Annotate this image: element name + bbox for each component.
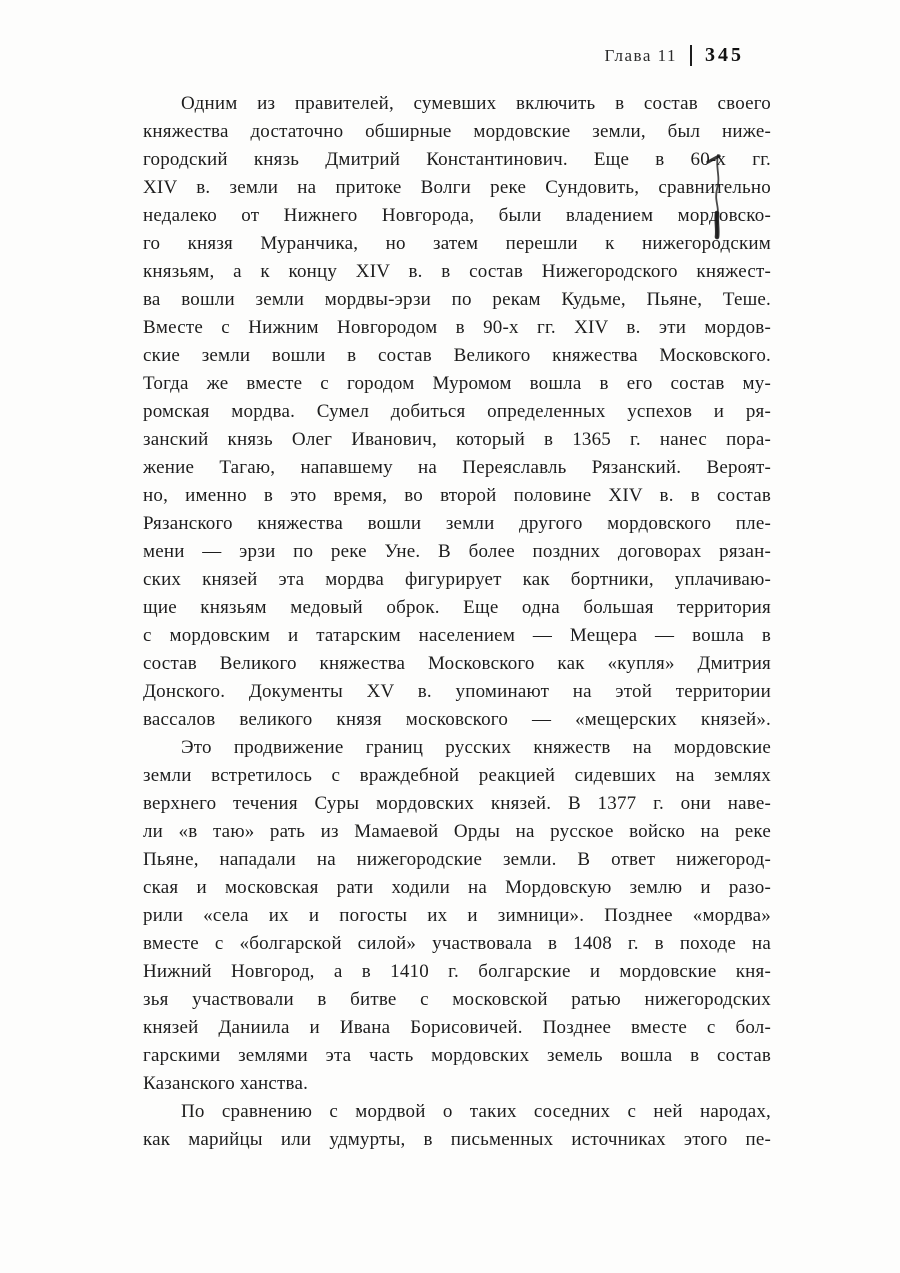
text-line: Казанского ханства. (143, 1073, 309, 1094)
paragraph (143, 1098, 771, 1154)
text-line: гарскими землями эта часть мордовских земель вошла в состав (143, 1045, 771, 1066)
paragraph (143, 734, 771, 1098)
text-line: Это продвижение границ русских княжеств на мордовские (181, 737, 771, 758)
text-line: верхнего течения Суры мордовских князей. В 1377 г. они наве- (143, 793, 771, 814)
text-line: Нижний Новгород, а в 1410 г. болгарские и мордовские кня- (143, 961, 771, 982)
text-line: занский князь Олег Иванович, который в 1365 г. нанес пора- (143, 429, 771, 450)
text-line: XIV в. земли на притоке Волги реке Сундовить, сравнительно (143, 177, 771, 198)
text-line: рили «села их и погосты их и зимници». Позднее «мордва» (143, 905, 771, 926)
text-line: Пьяне, нападали на нижегородские земли. В ответ нижегород- (143, 849, 771, 870)
text-line: городский князь Дмитрий Константинович. Еще в 60-х гг. (143, 149, 771, 170)
text-line: щие князьям медовый оброк. Еще одна большая территория (143, 597, 771, 618)
paragraph (143, 90, 771, 734)
text-line: Одним из правителей, сумевших включить в состав своего (181, 93, 771, 114)
page-number: 345 (705, 44, 744, 66)
text-line: По сравнению с мордвой о таких соседних с ней народах, (181, 1101, 771, 1122)
text-line: княжества достаточно обширные мордовские земли, был ниже- (143, 121, 771, 142)
header-divider (690, 45, 692, 66)
text-line: ли «в таю» рать из Мамаевой Орды на русское войско на реке (143, 821, 771, 842)
text-line: го князя Муранчика, но затем перешли к нижегородским (143, 233, 771, 254)
text-line: недалеко от Нижнего Новгорода, были владением мордовско- (143, 205, 771, 226)
text-line: Тогда же вместе с городом Муромом вошла в его состав му- (143, 373, 771, 394)
text-line: вместе с «болгарской силой» участвовала в 1408 г. в походе на (143, 933, 771, 954)
text-line: с мордовским и татарским населением — Мещера — вошла в (143, 625, 771, 646)
text-line: Вместе с Нижним Новгородом в 90-х гг. XIV в. эти мордов- (143, 317, 771, 338)
text-line: ских князей эта мордва фигурирует как бортники, уплачиваю- (143, 569, 771, 590)
text-line: мени — эрзи по реке Уне. В более поздних договорах рязан- (143, 541, 771, 562)
chapter-label: Глава 11 (604, 45, 677, 65)
text-line: как марийцы или удмурты, в письменных источниках этого пе- (143, 1129, 771, 1150)
text-line: земли встретилось с враждебной реакцией сидевших на землях (143, 765, 771, 786)
text-line: вассалов великого князя московского — «мещерских князей». (143, 709, 771, 730)
text-line: ские земли вошли в состав Великого княжества Московского. (143, 345, 771, 366)
text-line: Донского. Документы XV в. упоминают на этой территории (143, 681, 771, 702)
text-line: ская и московская рати ходили на Мордовскую землю и разо- (143, 877, 771, 898)
text-line: князьям, а к концу XIV в. в состав Нижегородского княжест- (143, 261, 771, 282)
text-line: Рязанского княжества вошли земли другого мордовского пле- (143, 513, 771, 534)
text-line: князей Даниила и Ивана Борисовичей. Позднее вместе с бол- (143, 1017, 771, 1038)
text-line: ромская мордва. Сумел добиться определенных успехов и ря- (143, 401, 771, 422)
text-block (143, 90, 771, 1154)
text-line: ва вошли земли мордвы-эрзи по рекам Кудьме, Пьяне, Теше. (143, 289, 771, 310)
text-line: но, именно в это время, во второй половине XIV в. в состав (143, 485, 771, 506)
text-line: зья участвовали в битве с московской ратью нижегородских (143, 989, 771, 1010)
text-line: состав Великого княжества Московского как «купля» Дмитрия (143, 653, 771, 674)
page-header (0, 44, 744, 67)
text-line: жение Тагаю, напавшему на Переяславль Рязанский. Вероят- (143, 457, 771, 478)
